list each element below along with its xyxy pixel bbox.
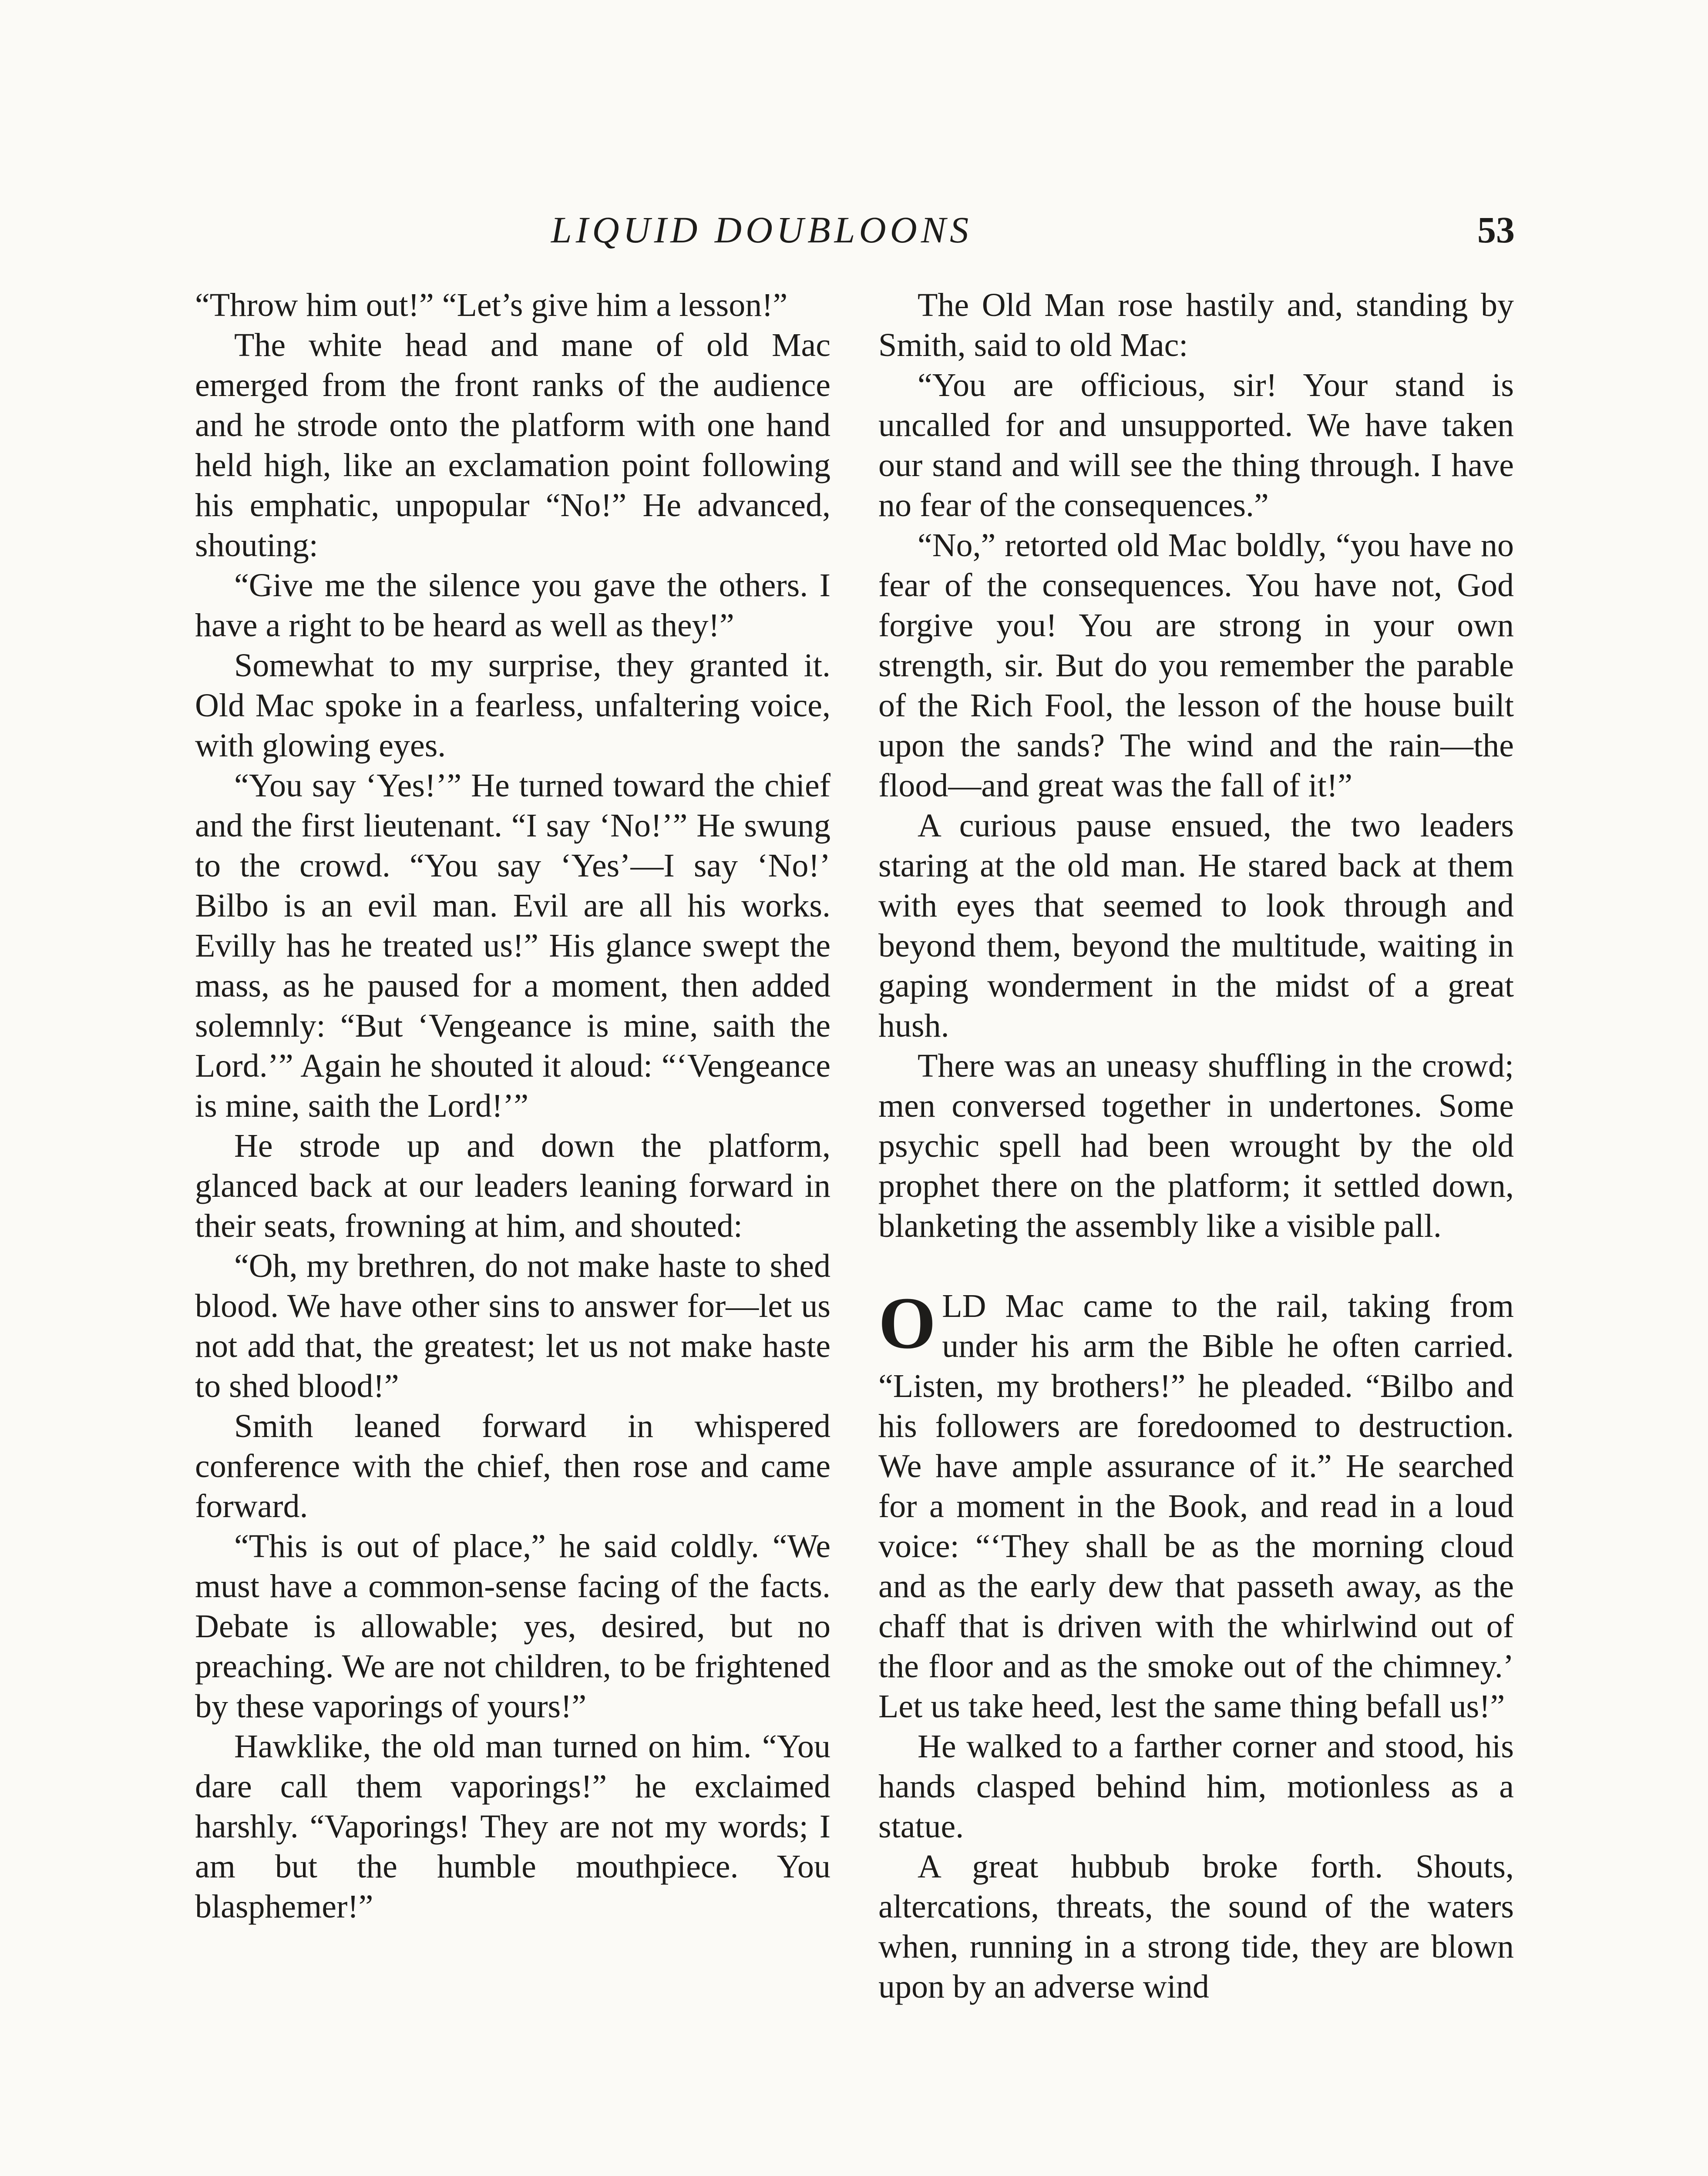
paragraph: There was an uneasy shuffling in the crowd; men conversed together in undertones. Some psychic spell had been wrought by the old prophet there on the platform; it settled down, blanketing the assembly like a visible pall. [878,1048,1514,1244]
paragraph: He strode up and down the platform, glanced back at our leaders leaning forward in their seats, frowning at him, and shouted: [195,1128,830,1244]
paragraph: “No,” retorted old Mac boldly, “you have no fear of the consequences. You have not, God forgive you! You are strong in your own strength, sir. But do you remember the parable of the Rich Fool, the lesson of the house built upon the sands? The wind and the rain—the flood—and great was the fall of it!” [878,527,1514,804]
paragraph: The Old Man rose hastily and, standing by Smith, said to old Mac: [878,287,1514,363]
paragraph: “This is out of place,” he said coldly. “We must have a common-sense facing of the facts. Debate is allowable; yes, desired, but no preaching. We are not children, to be frightened by these vaporings of yours!” [195,1528,830,1725]
paragraph: Smith leaned forward in whispered conference with the chief, then rose and came forward. [195,1408,830,1525]
paragraph: He walked to a farther corner and stood, his hands clasped behind him, motionless as a statue. [878,1728,1514,1845]
paragraph: “You say ‘Yes!’” He turned toward the chief and the first lieutenant. “I say ‘No!’” He swung to the crowd. “You say ‘Yes’—I say ‘No!’ Bilbo is an evil man. Evil are all his works. Evilly has he treated us!” His glance swept the mass, as he paused for a moment, then added solemnly: “But ‘Vengeance is mine, saith the Lord.’” Again he shouted it aloud: “‘Vengeance is mine, saith the Lord!’” [195,767,830,1124]
paragraph: The white head and mane of old Mac emerged from the front ranks of the audience and he strode onto the platform with one hand held high, like an exclamation point following his emphatic, unpopular “No!” He advanced, shouting: [195,327,830,564]
paragraph: “Oh, my brethren, do not make haste to shed blood. We have other sins to answer for—let us not add that, the greatest; let us not make haste to shed blood!” [195,1248,830,1404]
page-number: 53 [1477,209,1515,251]
paragraph: “Throw him out!” “Let’s give him a lesson!” [195,287,788,323]
section-opening-paragraph [878,1282,1514,1726]
drop-cap: O [878,1282,936,1364]
paragraph: A curious pause ensued, the two leaders staring at the old man. He stared back at them with eyes that seemed to look through and beyond them, beyond the multitude, waiting in gaping wonderment in the midst of a great hush. [878,807,1514,1044]
paragraph: A great hubbub broke forth. Shouts, altercations, threats, the sound of the waters when, running in a strong tide, they are blown upon by an adverse wind [878,1848,1514,2005]
paragraph: “You are officious, sir! Your stand is uncalled for and unsupported. We have taken our stand and will see the thing through. I have no fear of the consequences.” [878,367,1514,524]
paragraph: Hawklike, the old man turned on him. “You dare call them vaporings!” he exclaimed harshly. “Vaporings! They are not my words; I am but the humble mouthpiece. You blasphemer!” [195,1728,830,1925]
paragraph: “Give me the silence you gave the others. I have a right to be heard as well as they!” [195,567,830,644]
left-column [195,285,830,1927]
section-opening-text: LD Mac came to the rail, taking from under his arm the Bible he often carried. “Listen, my brothers!” he pleaded. “Bilbo and his followers are foredoomed to destruction. We have ample assurance of it.” He searched for a moment in the Book, and read in a loud voice: “‘They shall be as the morning cloud and as the early dew that passeth away, as the chaff that is driven with the whirlwind out of the floor and as the smoke out of the chimney.’ Let us take heed, lest the same thing befall us!” [878,1288,1514,1725]
running-title: LIQUID DOUBLOONS [551,209,973,251]
right-column [878,285,1514,2007]
paragraph: Somewhat to my surprise, they granted it. Old Mac spoke in a fearless, unfaltering voice, with glowing eyes. [195,647,830,764]
